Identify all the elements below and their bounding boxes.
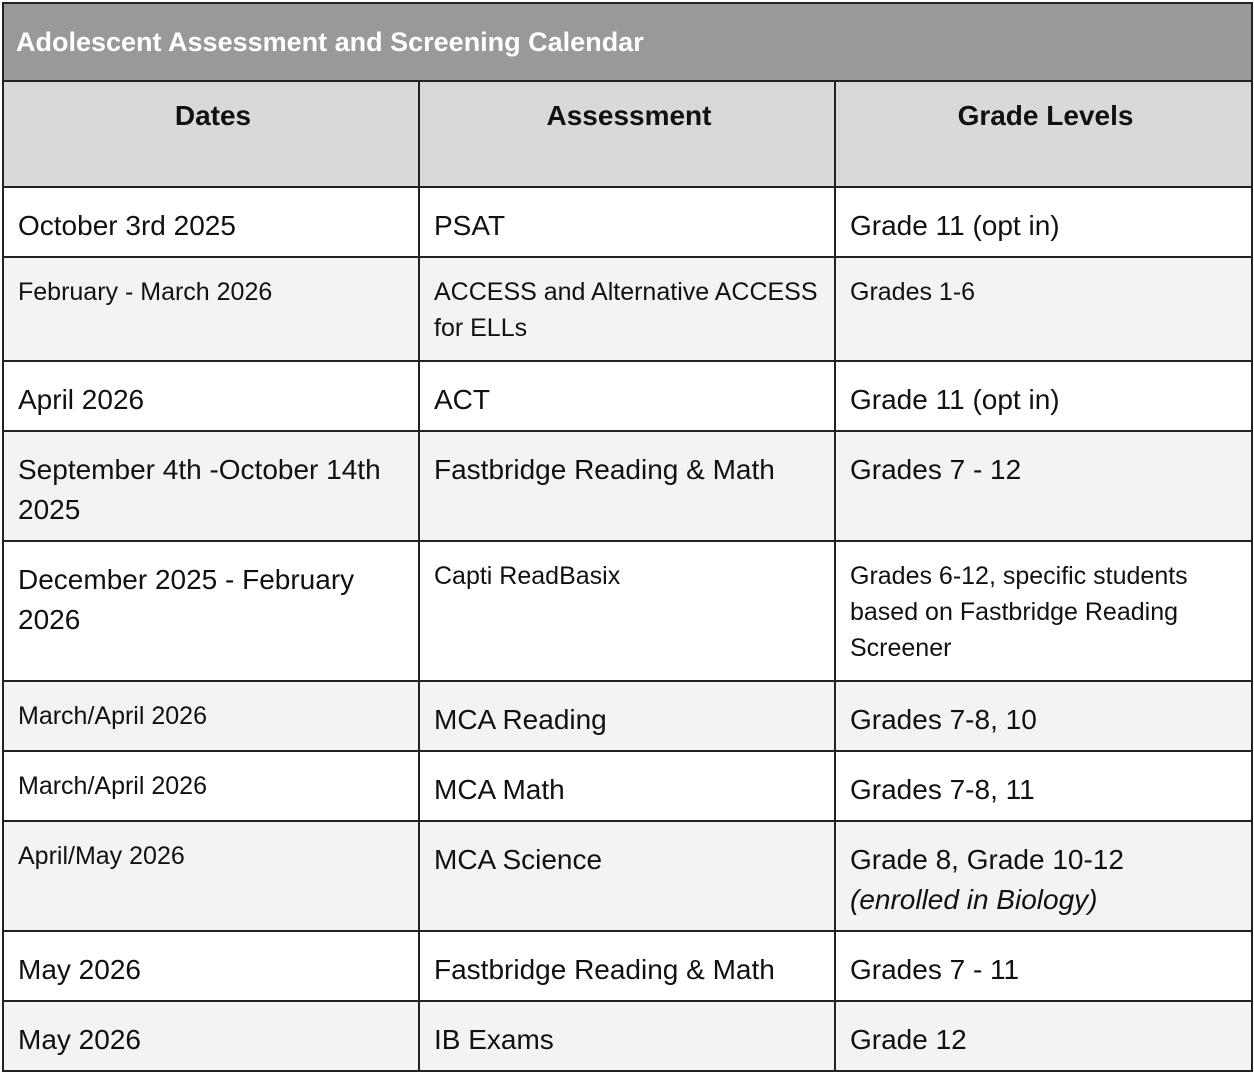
date-cell: March/April 2026 — [3, 681, 419, 751]
grade-cell: Grades 7-8, 10 — [835, 681, 1252, 751]
assessment-cell: PSAT — [419, 187, 835, 257]
table-row — [3, 541, 1252, 681]
grade-note: (enrolled in Biology) — [850, 884, 1098, 915]
table-row — [3, 1001, 1252, 1071]
table-row — [3, 681, 1252, 751]
table-row — [3, 187, 1252, 257]
date-cell: April/May 2026 — [3, 821, 419, 931]
date-cell: October 3rd 2025 — [3, 187, 419, 257]
assessment-cell: ACCESS and Alternative ACCESS for ELLs — [419, 257, 835, 361]
header-row — [3, 81, 1252, 187]
table-row — [3, 361, 1252, 431]
header-assessment: Assessment — [419, 81, 835, 187]
assessment-cell: Fastbridge Reading & Math — [419, 931, 835, 1001]
assessment-cell: MCA Math — [419, 751, 835, 821]
assessment-cell: MCA Science — [419, 821, 835, 931]
assessment-cell: Fastbridge Reading & Math — [419, 431, 835, 541]
grade-cell: Grades 1-6 — [835, 257, 1252, 361]
grade-cell: Grades 7 - 11 — [835, 931, 1252, 1001]
table-row — [3, 931, 1252, 1001]
grade-cell — [835, 821, 1252, 931]
date-cell: May 2026 — [3, 931, 419, 1001]
date-cell: February - March 2026 — [3, 257, 419, 361]
header-grade-levels: Grade Levels — [835, 81, 1252, 187]
grade-cell: Grade 11 (opt in) — [835, 361, 1252, 431]
assessment-cell: Capti ReadBasix — [419, 541, 835, 681]
table-row — [3, 257, 1252, 361]
date-cell: December 2025 - February 2026 — [3, 541, 419, 681]
assessment-cell: IB Exams — [419, 1001, 835, 1071]
date-cell: September 4th -October 14th 2025 — [3, 431, 419, 541]
date-cell: May 2026 — [3, 1001, 419, 1071]
grade-cell: Grade 12 — [835, 1001, 1252, 1071]
assessment-calendar-table — [2, 2, 1253, 1072]
table-row — [3, 431, 1252, 541]
grade-cell: Grades 7 - 12 — [835, 431, 1252, 541]
grade-text: Grade 8, Grade 10-12 — [850, 844, 1124, 875]
assessment-cell: ACT — [419, 361, 835, 431]
grade-cell: Grade 11 (opt in) — [835, 187, 1252, 257]
table-title: Adolescent Assessment and Screening Calendar — [3, 3, 1252, 81]
grade-cell: Grades 7-8, 11 — [835, 751, 1252, 821]
grade-cell: Grades 6-12, specific students based on Fastbridge Reading Screener — [835, 541, 1252, 681]
header-dates: Dates — [3, 81, 419, 187]
date-cell: April 2026 — [3, 361, 419, 431]
date-cell: March/April 2026 — [3, 751, 419, 821]
assessment-cell: MCA Reading — [419, 681, 835, 751]
table-row — [3, 751, 1252, 821]
table-row — [3, 821, 1252, 931]
